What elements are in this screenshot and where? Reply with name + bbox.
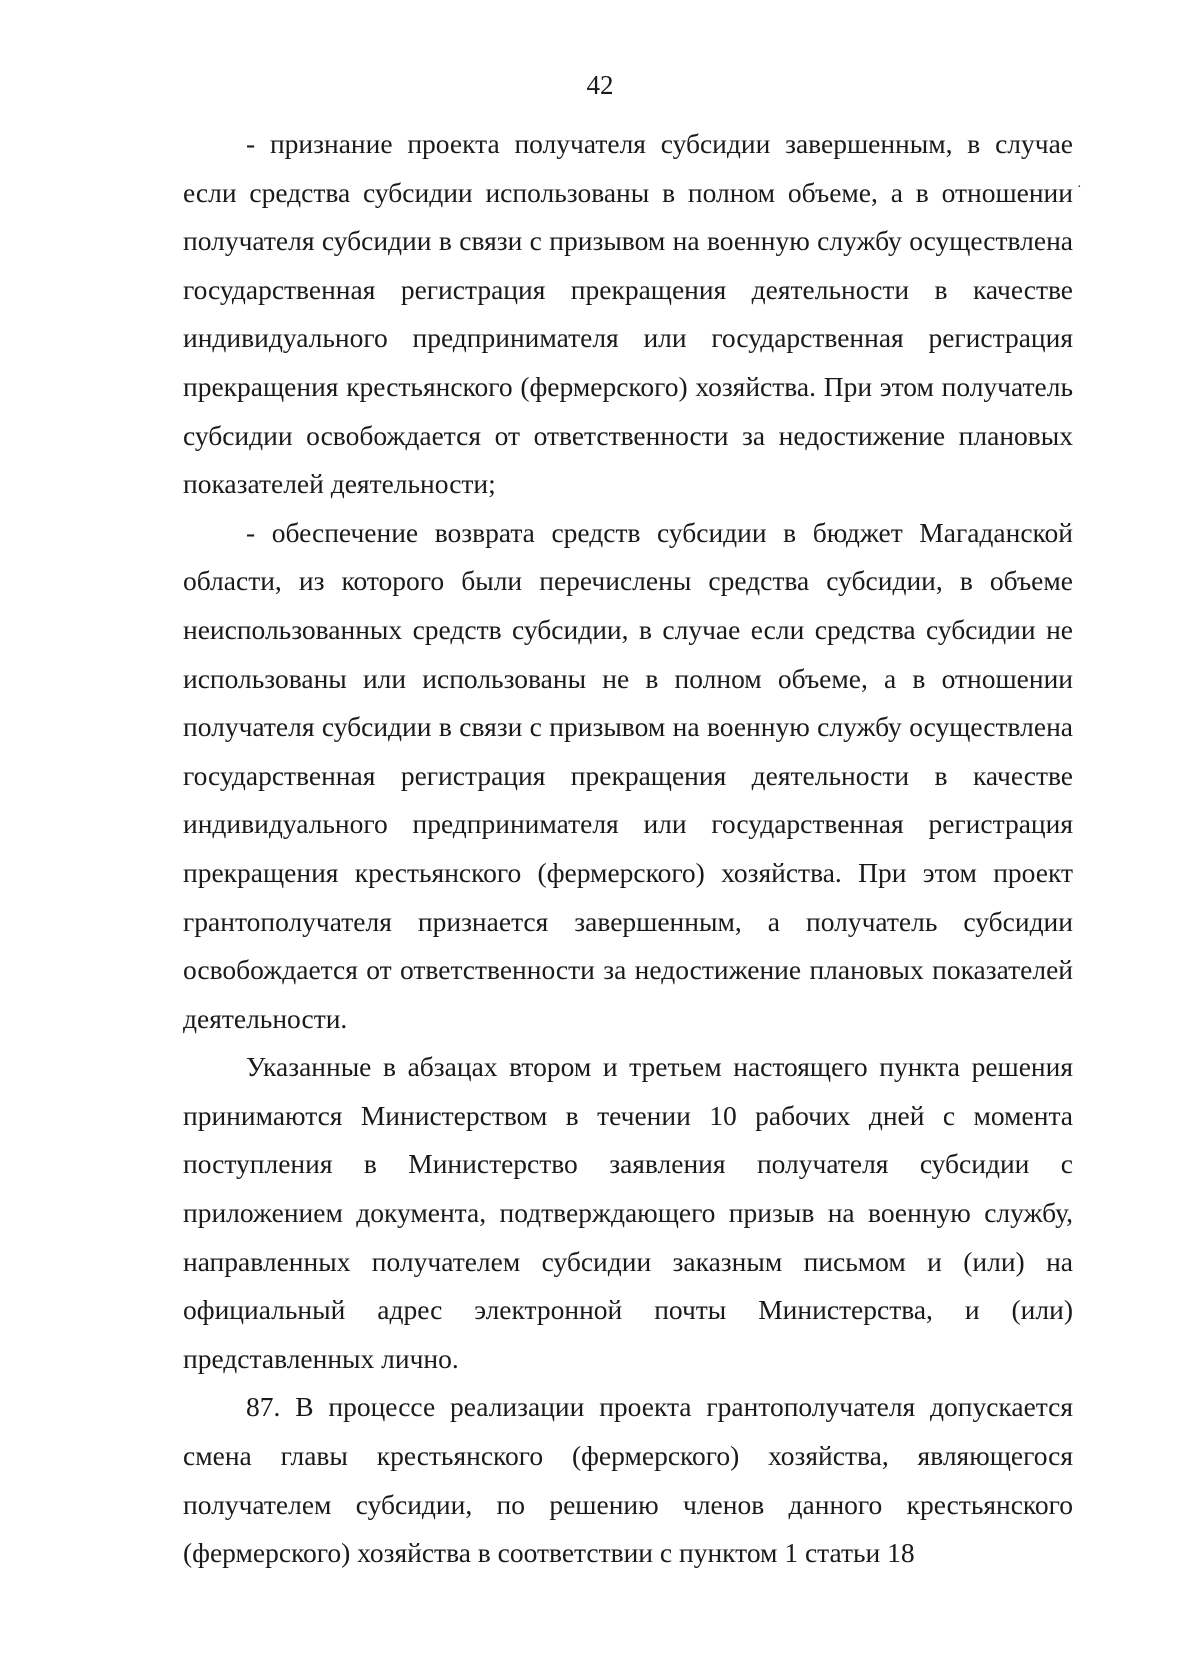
- page-number: 42: [586, 70, 614, 100]
- paragraph-item-87: 87. В процессе реализации проекта грантополучателя допускается смена главы крестьянского (фермерского) хозяйства, являющегося получателем субсидии, по решению членов данного крестьянского (фермерского) хозяйства в соответствии с пунктом 1 статьи 18: [183, 1391, 1073, 1569]
- document-body: [183, 120, 1073, 1578]
- paragraph-decision-terms: Указанные в абзацах втором и третьем настоящего пункта решения принимаются Министерством в течении 10 рабочих дней с момента поступления в Министерство заявления получателя субсидии с приложением документа, подтверждающего призыв на военную службу, направленных получателем субсидии заказным письмом и (или) на официальный адрес электронной почты Министерства, и (или) представленных лично.: [183, 1051, 1073, 1374]
- paragraph-recognition-completed: - признание проекта получателя субсидии завершенным, в случае если средства субсидии использованы в полном объеме, а в отношении получателя субсидии в связи с призывом на военную службу осуществлена государственная регистрация прекращения деятельности в качестве индивидуального предпринимателя или государственная регистрация прекращения крестьянского (фермерского) хозяйства. При этом получатель субсидии освобождается от ответственности за недостижение плановых показателей деятельности;: [183, 128, 1073, 500]
- paragraph-return-of-funds: - обеспечение возврата средств субсидии в бюджет Магаданской области, из которого были перечислены средства субсидии, в объеме неиспользованных средств субсидии, в случае если средства субсидии не использованы или использованы не в полном объеме, а в отношении получателя субсидии в связи с призывом на военную службу осуществлена государственная регистрация прекращения деятельности в качестве индивидуального предпринимателя или государственная регистрация прекращения крестьянского (фермерского) хозяйства. При этом проект грантополучателя признается завершенным, а получатель субсидии освобождается от ответственности за недостижение плановых показателей деятельности.: [183, 516, 1073, 1034]
- stray-mark: ·: [1077, 180, 1082, 195]
